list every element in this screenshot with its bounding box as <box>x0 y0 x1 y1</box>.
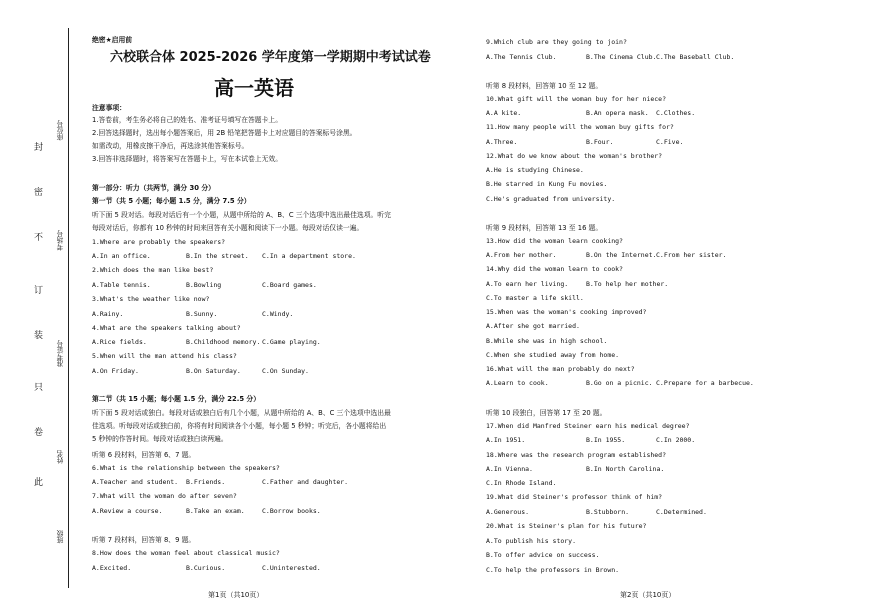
option-b: B.Sunny. <box>186 310 218 318</box>
notice-item: 3.回答非选择题时，将答案写在答题卡上，写在本试卷上无效。 <box>92 155 282 163</box>
field-class: 班级 <box>57 530 65 544</box>
exam-title: 六校联合体 2025-2026 学年度第一学期期中考试试卷 <box>110 50 431 65</box>
notice-item: 1.答卷前，考生务必将自己的姓名、准考证号填写在答题卡上。 <box>92 116 282 124</box>
option-a: A.He is studying Chinese. <box>486 166 584 174</box>
question: 5.When will the man attend his class? <box>92 352 237 360</box>
sec1-desc: 听下面 5 段对话。每段对话后有一个小题，从题中所给的 A、B、C 三个选项中选出最佳选项。听完 <box>92 211 391 219</box>
option-a: A.After she got married. <box>486 322 580 330</box>
option-c: C.To help the professors in Brown. <box>486 566 620 574</box>
option-b: B.Bowling <box>186 281 222 289</box>
material-intro: 听第 7 段材料，回答第 8、9 题。 <box>92 536 196 544</box>
option-a: A.Review a course. <box>92 507 163 515</box>
page-number-left: 第1页（共10页） <box>208 591 264 599</box>
option-a: A.In Vienna. <box>486 465 533 473</box>
page-number-right: 第2页（共10页） <box>620 591 676 599</box>
option-b: B.On the Internet. <box>586 251 657 259</box>
option-b: B.In the street. <box>186 252 249 260</box>
question: 19.What did Steiner's professor think of him? <box>486 493 663 501</box>
option-a: A.Rainy. <box>92 310 124 318</box>
option-a: A.Learn to cook. <box>486 379 549 387</box>
option-c: C.When she studied away from home. <box>486 351 620 359</box>
option-b: B.Take an exam. <box>186 507 245 515</box>
option-a: A.To earn her living. <box>486 280 569 288</box>
option-a: A.Three. <box>486 138 518 146</box>
option-c: C.To master a life skill. <box>486 294 584 302</box>
option-c: C.Game playing. <box>262 338 321 346</box>
option-c: C.Board games. <box>262 281 317 289</box>
option-b: B.Go on a picnic. <box>586 379 653 387</box>
option-b: B.While she was in high school. <box>486 337 608 345</box>
option-c: C.In a department store. <box>262 252 356 260</box>
option-c: C.Prepare for a barbecue. <box>656 379 754 387</box>
question: 20.What is Steiner's plan for his future? <box>486 522 647 530</box>
seal-char: 密 <box>34 188 44 198</box>
question: 16.What will the man probably do next? <box>486 365 635 373</box>
option-a: A.On Friday. <box>92 367 139 375</box>
option-a: A.The Tennis Club. <box>486 53 557 61</box>
question: 12.What do we know about the woman's brother? <box>486 152 663 160</box>
question: 11.How many people will the woman buy gifts for? <box>486 123 674 131</box>
notice-heading: 注意事项： <box>92 104 126 112</box>
question: 6.What is the relationship between the speakers? <box>92 464 280 472</box>
option-c: C.Determined. <box>656 508 707 516</box>
option-a: A.From her mother. <box>486 251 557 259</box>
option-c: C.In Rhode Island. <box>486 479 557 487</box>
option-c: C.In 2000. <box>656 436 696 444</box>
field-exam-id: 准考证号 <box>57 340 65 368</box>
material-intro: 听第 10 段独白，回答第 17 至 20 题。 <box>486 409 607 417</box>
option-a: A.Teacher and student. <box>92 478 179 486</box>
field-name: 姓名 <box>57 450 65 464</box>
option-c: C.He's graduated from university. <box>486 195 616 203</box>
option-b: B.Stubborn. <box>586 508 630 516</box>
option-c: C.Father and daughter. <box>262 478 349 486</box>
seal-char: 装 <box>34 331 44 341</box>
sec1-desc: 每段对话后，你都有 10 秒钟的时间来回答有关小题和阅读下一小题。每段对话仅读一遍。 <box>92 224 364 232</box>
seal-char: 此 <box>34 478 44 488</box>
question: 15.When was the woman's cooking improved? <box>486 308 647 316</box>
option-a: A.Table tennis. <box>92 281 151 289</box>
option-a: A.To publish his story. <box>486 537 577 545</box>
option-b: B.Childhood memory. <box>186 338 261 346</box>
option-b: B.To offer advice on success. <box>486 551 600 559</box>
part1-heading: 第一部分：听力（共两节，满分 30 分） <box>92 184 215 192</box>
option-b: B.The Cinema Club. <box>586 53 657 61</box>
question: 18.Where was the research program established? <box>486 451 667 459</box>
option-c: C.Uninterested. <box>262 564 321 572</box>
question: 4.What are the speakers talking about? <box>92 324 241 332</box>
sec2-desc: 佳选项。听每段对话或独白前，你将有时间阅读各个小题，每小题 5 秒钟；听完后，各小题将给出 <box>92 422 387 430</box>
question: 7.What will the woman do after seven? <box>92 492 237 500</box>
sec1-heading: 第一节（共 5 小题；每小题 1.5 分，满分 7.5 分） <box>92 197 251 205</box>
seal-char: 订 <box>34 286 44 296</box>
sec2-desc: 听下面 5 段对话或独白。每段对话或独白后有几个小题，从题中所给的 A、B、C 三个选项中选出最 <box>92 409 391 417</box>
seal-char: 不 <box>34 233 44 243</box>
question: 13.How did the woman learn cooking? <box>486 237 623 245</box>
binding-line <box>68 28 69 588</box>
option-b: B.In 1955. <box>586 436 626 444</box>
option-b: B.To help her mother. <box>586 280 669 288</box>
question: 9.Which club are they going to join? <box>486 38 627 46</box>
option-c: C.Clothes. <box>656 109 696 117</box>
question: 10.What gift will the woman buy for her niece? <box>486 95 667 103</box>
option-c: C.Windy. <box>262 310 294 318</box>
field-seat-number: 座位号 <box>57 120 65 141</box>
notice-item: 2.回答选择题时，选出每小题答案后，用 2B 铅笔把答题卡上对应题目的答案标号涂黑。 <box>92 129 357 137</box>
option-b: B.An opera mask. <box>586 109 649 117</box>
material-intro: 听第 6 段材料，回答第 6、7 题。 <box>92 451 196 459</box>
seal-char: 封 <box>34 143 44 153</box>
option-a: A.A kite. <box>486 109 522 117</box>
option-a: A.In 1951. <box>486 436 526 444</box>
option-b: B.He starred in Kung Fu movies. <box>486 180 608 188</box>
option-c: C.The Baseball Club. <box>656 53 735 61</box>
seal-char: 只 <box>34 383 44 393</box>
secret-label: 绝密★启用前 <box>92 36 133 44</box>
question: 14.Why did the woman learn to cook? <box>486 265 623 273</box>
field-room-number: 考场号 <box>57 230 65 251</box>
binding-margin <box>0 0 70 615</box>
sec2-desc: 5 秒钟的作答时间。每段对话或独白读两遍。 <box>92 435 228 443</box>
option-c: C.Five. <box>656 138 684 146</box>
option-c: C.Borrow books. <box>262 507 321 515</box>
option-c: C.From her sister. <box>656 251 727 259</box>
question: 8.How does the woman feel about classical music? <box>92 549 280 557</box>
option-b: B.Four. <box>586 138 614 146</box>
sec2-heading: 第二节（共 15 小题；每小题 1.5 分，满分 22.5 分） <box>92 395 261 403</box>
material-intro: 听第 8 段材料，回答第 10 至 12 题。 <box>486 82 603 90</box>
option-a: A.Rice fields. <box>92 338 147 346</box>
option-b: B.Curious. <box>186 564 226 572</box>
option-b: B.On Saturday. <box>186 367 241 375</box>
option-a: A.Excited. <box>92 564 132 572</box>
option-a: A.In an office. <box>92 252 151 260</box>
option-a: A.Generous. <box>486 508 530 516</box>
material-intro: 听第 9 段材料，回答第 13 至 16 题。 <box>486 224 603 232</box>
seal-char: 卷 <box>34 428 44 438</box>
option-b: B.Friends. <box>186 478 226 486</box>
question: 1.Where are probably the speakers? <box>92 238 226 246</box>
exam-subject: 高一英语 <box>214 76 294 100</box>
option-c: C.On Sunday. <box>262 367 309 375</box>
option-b: B.In North Carolina. <box>586 465 665 473</box>
question: 3.What's the weather like now? <box>92 295 210 303</box>
notice-item: 如需改动，用橡皮擦干净后，再选涂其他答案标号。 <box>92 142 249 150</box>
question: 2.Which does the man like best? <box>92 266 214 274</box>
question: 17.When did Manfred Steiner earn his medical degree? <box>486 422 690 430</box>
